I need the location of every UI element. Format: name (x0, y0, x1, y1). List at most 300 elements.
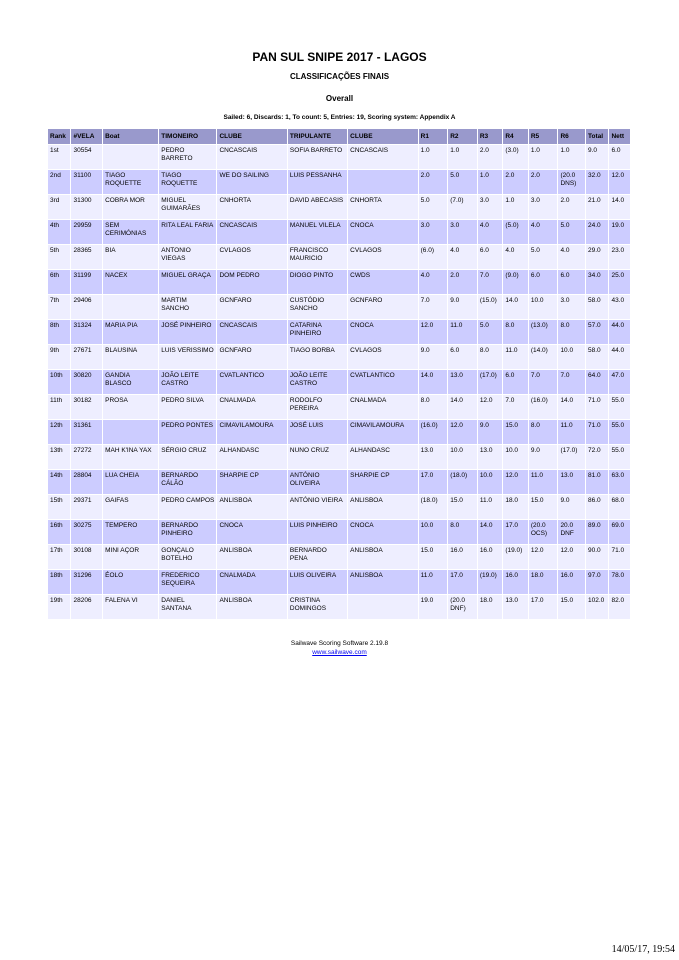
column-header: TRIPULANTE (288, 129, 347, 144)
table-cell: 7.0 (529, 370, 558, 394)
table-cell: MIGUEL GRAÇA (159, 270, 216, 294)
table-cell: BERNARDO CÁLÃO (159, 470, 216, 494)
column-header: R5 (529, 129, 558, 144)
table-cell: 78.0 (609, 570, 630, 594)
table-cell: PEDRO CAMPOS (159, 495, 216, 519)
column-header: R4 (503, 129, 528, 144)
table-cell: 58.0 (586, 295, 608, 319)
table-cell: 7.0 (419, 295, 448, 319)
table-cell: 6.0 (529, 270, 558, 294)
table-cell: 7th (48, 295, 70, 319)
table-cell: (13.0) (529, 320, 558, 344)
table-cell: CUSTÓDIO SANCHO (288, 295, 347, 319)
table-cell: 90.0 (586, 545, 608, 569)
table-cell: 2.0 (478, 145, 503, 169)
table-cell: 16.0 (503, 570, 528, 594)
table-cell: 25.0 (609, 270, 630, 294)
table-cell: 15th (48, 495, 70, 519)
table-cell: (18.0) (419, 495, 448, 519)
table-cell: (6.0) (419, 245, 448, 269)
table-cell: 14th (48, 470, 70, 494)
table-cell: 8th (48, 320, 70, 344)
table-cell: FREDERICO SEQUEIRA (159, 570, 216, 594)
table-row (48, 520, 630, 544)
table-cell: CVLAGOS (217, 245, 286, 269)
table-cell (103, 145, 158, 169)
table-cell: 4.0 (503, 245, 528, 269)
table-cell: (18.0) (448, 470, 477, 494)
table-cell: TIAGO ROQUETTE (103, 170, 158, 194)
table-cell: 24.0 (586, 220, 608, 244)
table-cell: 2.0 (529, 170, 558, 194)
column-header: #VELA (71, 129, 102, 144)
table-row (48, 345, 630, 369)
table-row (48, 545, 630, 569)
table-cell: TIAGO ROQUETTE (159, 170, 216, 194)
table-cell: 17.0 (448, 570, 477, 594)
table-cell: 71.0 (609, 545, 630, 569)
table-cell: 1.0 (419, 145, 448, 169)
table-cell: CIMAVILAMOURA (348, 420, 417, 444)
table-cell: MINI AÇOR (103, 545, 158, 569)
table-cell (348, 170, 417, 194)
table-cell: (5.0) (503, 220, 528, 244)
table-cell: SOFIA BARRETO (288, 145, 347, 169)
table-cell: 6th (48, 270, 70, 294)
table-cell: 1.0 (529, 145, 558, 169)
table-cell: 14.0 (448, 395, 477, 419)
table-cell: 31361 (71, 420, 102, 444)
table-cell: 89.0 (586, 520, 608, 544)
table-cell: LUIS PESSANHA (288, 170, 347, 194)
table-row (48, 370, 630, 394)
table-cell: GAIFAS (103, 495, 158, 519)
table-cell: CNOCA (217, 520, 286, 544)
table-cell: ANLISBOA (348, 570, 417, 594)
table-cell: 8.0 (419, 395, 448, 419)
table-cell: 1.0 (448, 145, 477, 169)
table-cell: ANTONIO VIEGAS (159, 245, 216, 269)
table-cell: 20.0 DNF (558, 520, 585, 544)
table-cell: (16.0) (419, 420, 448, 444)
table-cell: CVLAGOS (348, 245, 417, 269)
table-cell: CNALMADA (217, 570, 286, 594)
table-cell: 13th (48, 445, 70, 469)
table-cell: 8.0 (448, 520, 477, 544)
table-cell: RITA LEAL FARIA (159, 220, 216, 244)
table-cell: FALENA VI (103, 595, 158, 619)
table-cell: GANDIA BLASCO (103, 370, 158, 394)
table-row (48, 295, 630, 319)
table-cell: 30820 (71, 370, 102, 394)
table-cell: 16.0 (558, 570, 585, 594)
table-cell: 19.0 (609, 220, 630, 244)
table-cell: 81.0 (586, 470, 608, 494)
table-cell: 27272 (71, 445, 102, 469)
table-cell: 29406 (71, 295, 102, 319)
table-cell: 15.0 (419, 545, 448, 569)
table-cell: 12.0 (448, 420, 477, 444)
table-cell: 10.0 (503, 445, 528, 469)
table-cell: 31300 (71, 195, 102, 219)
table-cell: 18.0 (478, 595, 503, 619)
table-cell: 2.0 (448, 270, 477, 294)
table-cell: 71.0 (586, 420, 608, 444)
table-cell: 5th (48, 245, 70, 269)
table-cell: 4.0 (478, 220, 503, 244)
table-cell: SHARPIE CP (348, 470, 417, 494)
table-cell: (17.0) (558, 445, 585, 469)
table-cell: 11.0 (558, 420, 585, 444)
table-cell: 12th (48, 420, 70, 444)
table-cell: 10.0 (448, 445, 477, 469)
table-cell: 17.0 (419, 470, 448, 494)
table-cell: (20.0 OCS) (529, 520, 558, 544)
table-cell: CATARINA PINHEIRO (288, 320, 347, 344)
column-header: R2 (448, 129, 477, 144)
table-cell: (7.0) (448, 195, 477, 219)
table-cell: 4.0 (448, 245, 477, 269)
software-credit: Sailwave Scoring Software 2.19.8 (290, 640, 389, 647)
table-row (48, 570, 630, 594)
column-header: Nett (609, 129, 630, 144)
table-cell: BLAUSINA (103, 345, 158, 369)
table-cell: 15.0 (529, 495, 558, 519)
table-cell: (20.0 DNF) (448, 595, 477, 619)
table-row (48, 595, 630, 619)
table-cell: ANLISBOA (348, 495, 417, 519)
table-cell: 6.0 (558, 270, 585, 294)
table-cell: MIGUEL GUIMARÃES (159, 195, 216, 219)
table-cell: 55.0 (609, 395, 630, 419)
table-row (48, 220, 630, 244)
table-cell: 10th (48, 370, 70, 394)
table-cell: RODOLFO PEREIRA (288, 395, 347, 419)
table-cell: 11.0 (419, 570, 448, 594)
table-cell: 4.0 (419, 270, 448, 294)
table-cell: 4th (48, 220, 70, 244)
table-cell: 63.0 (609, 470, 630, 494)
table-cell: 9th (48, 345, 70, 369)
table-cell: 30182 (71, 395, 102, 419)
table-cell: 11.0 (503, 345, 528, 369)
table-cell: 16.0 (448, 545, 477, 569)
table-cell: (3.0) (503, 145, 528, 169)
table-cell: CNOCA (348, 520, 417, 544)
table-cell: 82.0 (609, 595, 630, 619)
table-cell: 11.0 (448, 320, 477, 344)
table-cell: 4.0 (558, 245, 585, 269)
table-cell: 14.0 (478, 520, 503, 544)
table-cell: ANLISBOA (217, 595, 286, 619)
table-cell: ANLISBOA (217, 495, 286, 519)
table-cell: 1.0 (503, 195, 528, 219)
table-cell: 28206 (71, 595, 102, 619)
table-cell: 9.0 (558, 495, 585, 519)
table-cell: JOÃO LEITE CASTRO (288, 370, 347, 394)
table-cell: 23.0 (609, 245, 630, 269)
table-cell: 14.0 (609, 195, 630, 219)
column-header: R1 (419, 129, 448, 144)
table-cell: 3.0 (478, 195, 503, 219)
table-cell: MANUEL VILELA (288, 220, 347, 244)
table-cell: 18.0 (503, 495, 528, 519)
table-cell: 15.0 (558, 595, 585, 619)
table-cell: 4.0 (529, 220, 558, 244)
table-cell: CNOCA (348, 220, 417, 244)
table-cell: 97.0 (586, 570, 608, 594)
table-cell: 5.0 (448, 170, 477, 194)
table-cell: CNALMADA (217, 395, 286, 419)
table-cell: SÉRGIO CRUZ (159, 445, 216, 469)
table-cell: BERNARDO PENA (288, 545, 347, 569)
column-header: TIMONEIRO (159, 129, 216, 144)
table-row (48, 395, 630, 419)
table-cell: 12.0 (419, 320, 448, 344)
column-header: Boat (103, 129, 158, 144)
table-cell: 12.0 (503, 470, 528, 494)
table-cell: 11th (48, 395, 70, 419)
table-cell: ALHANDASC (217, 445, 286, 469)
table-cell: 12.0 (558, 545, 585, 569)
table-cell: 28804 (71, 470, 102, 494)
table-cell: LUA CHEIA (103, 470, 158, 494)
table-cell: MAH K'INA YAX (103, 445, 158, 469)
table-cell: ANTÓNIO OLIVEIRA (288, 470, 347, 494)
table-cell: (19.0) (503, 545, 528, 569)
software-link[interactable]: www.sailwave.com (312, 649, 367, 656)
table-cell: CRISTINA DOMINGOS (288, 595, 347, 619)
table-cell: 47.0 (609, 370, 630, 394)
series-summary: Sailed: 6, Discards: 1, To count: 5, Entries: 19, Scoring system: Appendix A (223, 114, 456, 121)
table-cell: 10.0 (529, 295, 558, 319)
table-cell: 2.0 (419, 170, 448, 194)
table-cell: GONÇALO BOTELHO (159, 545, 216, 569)
table-cell: 3.0 (419, 220, 448, 244)
table-cell: (9.0) (503, 270, 528, 294)
table-cell: 9.0 (419, 345, 448, 369)
table-cell: CWDS (348, 270, 417, 294)
table-cell: GCNFARO (348, 295, 417, 319)
table-cell: LUIS OLIVEIRA (288, 570, 347, 594)
table-cell: 5.0 (478, 320, 503, 344)
table-cell: 7.0 (503, 395, 528, 419)
table-cell: ANTÓNIO VIEIRA (288, 495, 347, 519)
table-cell: CNALMADA (348, 395, 417, 419)
table-cell: BERNARDO PINHEIRO (159, 520, 216, 544)
table-cell: 21.0 (586, 195, 608, 219)
table-cell: 2.0 (558, 195, 585, 219)
table-cell: 28365 (71, 245, 102, 269)
table-cell: PEDRO SILVA (159, 395, 216, 419)
table-cell: 31324 (71, 320, 102, 344)
table-cell: 44.0 (609, 320, 630, 344)
table-cell: 31100 (71, 170, 102, 194)
table-cell: ANLISBOA (348, 545, 417, 569)
table-cell: 6.0 (503, 370, 528, 394)
table-cell: 1.0 (478, 170, 503, 194)
results-table (47, 128, 631, 620)
table-cell: 27671 (71, 345, 102, 369)
table-cell: 12.0 (609, 170, 630, 194)
table-cell: 17.0 (503, 520, 528, 544)
table-cell: GCNFARO (217, 345, 286, 369)
table-cell: CIMAVILAMOURA (217, 420, 286, 444)
table-row (48, 195, 630, 219)
table-cell: JOSÉ PINHEIRO (159, 320, 216, 344)
table-cell: (19.0) (478, 570, 503, 594)
table-cell: CVATLANTICO (348, 370, 417, 394)
column-header: R6 (558, 129, 585, 144)
table-cell: 17.0 (529, 595, 558, 619)
table-cell: CNCASCAIS (217, 220, 286, 244)
table-cell: NUNO CRUZ (288, 445, 347, 469)
table-cell: 43.0 (609, 295, 630, 319)
table-cell: 31199 (71, 270, 102, 294)
table-cell: 13.0 (478, 445, 503, 469)
table-cell: CNOCA (348, 320, 417, 344)
table-cell: 30554 (71, 145, 102, 169)
table-cell: CNCASCAIS (217, 320, 286, 344)
table-cell: 30108 (71, 545, 102, 569)
table-cell: 58.0 (586, 345, 608, 369)
table-row (48, 245, 630, 269)
table-cell: 19th (48, 595, 70, 619)
table-cell: 3rd (48, 195, 70, 219)
table-row (48, 170, 630, 194)
table-cell: LUIS PINHEIRO (288, 520, 347, 544)
table-cell: 13.0 (448, 370, 477, 394)
table-cell: 6.0 (448, 345, 477, 369)
table-cell: 69.0 (609, 520, 630, 544)
table-cell: CNHORTA (217, 195, 286, 219)
page-title: PAN SUL SNIPE 2017 - LAGOS (252, 50, 427, 64)
table-cell: 10.0 (478, 470, 503, 494)
table-cell: (16.0) (529, 395, 558, 419)
table-cell: 12.0 (478, 395, 503, 419)
table-cell: DOM PEDRO (217, 270, 286, 294)
table-cell: 57.0 (586, 320, 608, 344)
column-header: CLUBE (217, 129, 286, 144)
table-cell: 102.0 (586, 595, 608, 619)
table-cell: 9.0 (586, 145, 608, 169)
header-row (48, 129, 630, 144)
table-cell: 11.0 (529, 470, 558, 494)
table-cell: 29959 (71, 220, 102, 244)
table-cell: 3.0 (558, 295, 585, 319)
table-cell: 9.0 (448, 295, 477, 319)
column-header: Rank (48, 129, 70, 144)
table-cell: 10.0 (419, 520, 448, 544)
table-cell: ANLISBOA (217, 545, 286, 569)
table-cell: LUIS VERISSIMO (159, 345, 216, 369)
table-row (48, 495, 630, 519)
table-cell: ÉOLO (103, 570, 158, 594)
table-cell: 71.0 (586, 395, 608, 419)
table-cell: ALHANDASC (348, 445, 417, 469)
table-cell: GCNFARO (217, 295, 286, 319)
table-cell: 13.0 (419, 445, 448, 469)
table-cell: CNCASCAIS (348, 145, 417, 169)
table-cell: SHARPIE CP (217, 470, 286, 494)
table-cell: 19.0 (419, 595, 448, 619)
column-header: Total (586, 129, 608, 144)
table-cell: 3.0 (529, 195, 558, 219)
table-row (48, 445, 630, 469)
table-cell: 18.0 (529, 570, 558, 594)
column-header: CLUBE (348, 129, 417, 144)
table-cell: 5.0 (419, 195, 448, 219)
table-cell: PROSA (103, 395, 158, 419)
table-cell: 16.0 (478, 545, 503, 569)
table-cell: 8.0 (478, 345, 503, 369)
table-cell: 14.0 (419, 370, 448, 394)
results-body (48, 145, 630, 619)
table-cell: 29.0 (586, 245, 608, 269)
table-cell: 55.0 (609, 445, 630, 469)
table-cell: NACEX (103, 270, 158, 294)
table-cell: 30275 (71, 520, 102, 544)
table-cell: 34.0 (586, 270, 608, 294)
table-cell: DANIEL SANTANA (159, 595, 216, 619)
table-cell: 11.0 (478, 495, 503, 519)
table-cell (103, 420, 158, 444)
table-cell: 7.0 (558, 370, 585, 394)
table-cell: 3.0 (448, 220, 477, 244)
table-cell: (14.0) (529, 345, 558, 369)
table-cell: PEDRO PONTES (159, 420, 216, 444)
table-cell: CVATLANTICO (217, 370, 286, 394)
table-cell: 1st (48, 145, 70, 169)
table-row (48, 145, 630, 169)
table-row (48, 470, 630, 494)
table-cell: 6.0 (609, 145, 630, 169)
table-cell: JOSÉ LUIS (288, 420, 347, 444)
table-cell: 7.0 (478, 270, 503, 294)
table-cell: 86.0 (586, 495, 608, 519)
table-cell: PEDRO BARRETO (159, 145, 216, 169)
table-cell: DIOGO PINTO (288, 270, 347, 294)
table-cell: BIA (103, 245, 158, 269)
table-cell: 8.0 (529, 420, 558, 444)
table-cell: 15.0 (503, 420, 528, 444)
table-cell: 1.0 (558, 145, 585, 169)
table-cell: TEMPERO (103, 520, 158, 544)
table-cell: 9.0 (478, 420, 503, 444)
table-cell: CNHORTA (348, 195, 417, 219)
table-cell: SEM CERIMÓNIAS (103, 220, 158, 244)
table-cell: 10.0 (558, 345, 585, 369)
print-timestamp: 14/05/17, 19:54 (611, 944, 675, 955)
table-cell: WE DO SAILING (217, 170, 286, 194)
table-cell: CVLAGOS (348, 345, 417, 369)
table-cell: 55.0 (609, 420, 630, 444)
table-cell: (20.0 DNS) (558, 170, 585, 194)
table-cell: 64.0 (586, 370, 608, 394)
table-cell: 16th (48, 520, 70, 544)
table-row (48, 320, 630, 344)
table-cell: DAVID ABECASIS (288, 195, 347, 219)
table-cell: MARTIM SANCHO (159, 295, 216, 319)
table-cell: 8.0 (558, 320, 585, 344)
table-cell: 6.0 (478, 245, 503, 269)
table-cell (348, 595, 417, 619)
table-cell: 2.0 (503, 170, 528, 194)
table-cell: 13.0 (558, 470, 585, 494)
table-cell: 14.0 (558, 395, 585, 419)
table-cell: 12.0 (529, 545, 558, 569)
table-cell: FRANCISCO MAURICIO (288, 245, 347, 269)
